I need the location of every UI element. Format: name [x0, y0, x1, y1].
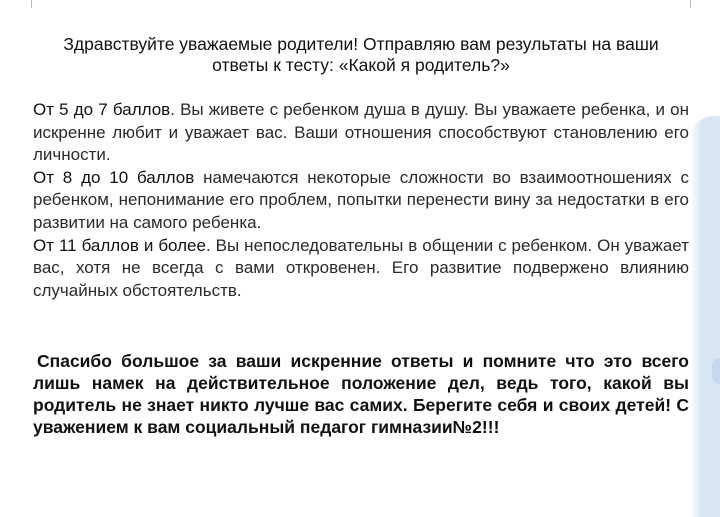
result-description: . Вы непоследовательны в общении с ребенком. Он уважает вас, хотя не всегда с вами откровенен. Его развитие подвержено влиянию случайных обстоятельств. — [33, 235, 689, 300]
page-corner-mark-right — [690, 0, 691, 8]
result-description: намечаются некоторые сложности во взаимоотношениях с ребенком, непонимание его проблем, попытки перенести вину за недостатки в его развитии на самого ребенка. — [33, 167, 689, 232]
result-range-label: От 11 баллов и более — [33, 235, 206, 255]
result-paragraph-1 — [33, 99, 689, 167]
result-description: . Вы живете с ребенком душа в душу. Вы уважаете ребенка, и он искренне любит и уважает вас. Ваши отношения способствуют становлению его личности. — [33, 100, 689, 165]
result-paragraph-2 — [33, 167, 689, 235]
background-shade-accent — [712, 358, 720, 384]
background-shade — [690, 116, 720, 517]
page-heading: Здравствуйте уважаемые родители! Отправляю вам результаты на ваши ответы к тесту: «Какой я родитель?» — [63, 34, 659, 75]
result-range-label: От 8 до 10 баллов — [33, 167, 195, 187]
page-corner-mark-left — [31, 0, 32, 8]
document-page — [33, 34, 689, 456]
result-paragraph-3 — [33, 235, 689, 303]
closing-message: Спасибо большое за ваши искренние ответы и помните что это всего лишь намек на действительное положение дел, ведь того, какой вы родитель не знает никто лучше вас самих. Берегите себя и своих детей! С уважением к вам социальный педагог гимназии№2!!! — [33, 351, 689, 438]
result-range-label: От 5 до 7 баллов — [33, 100, 171, 119]
results-section — [33, 99, 689, 302]
